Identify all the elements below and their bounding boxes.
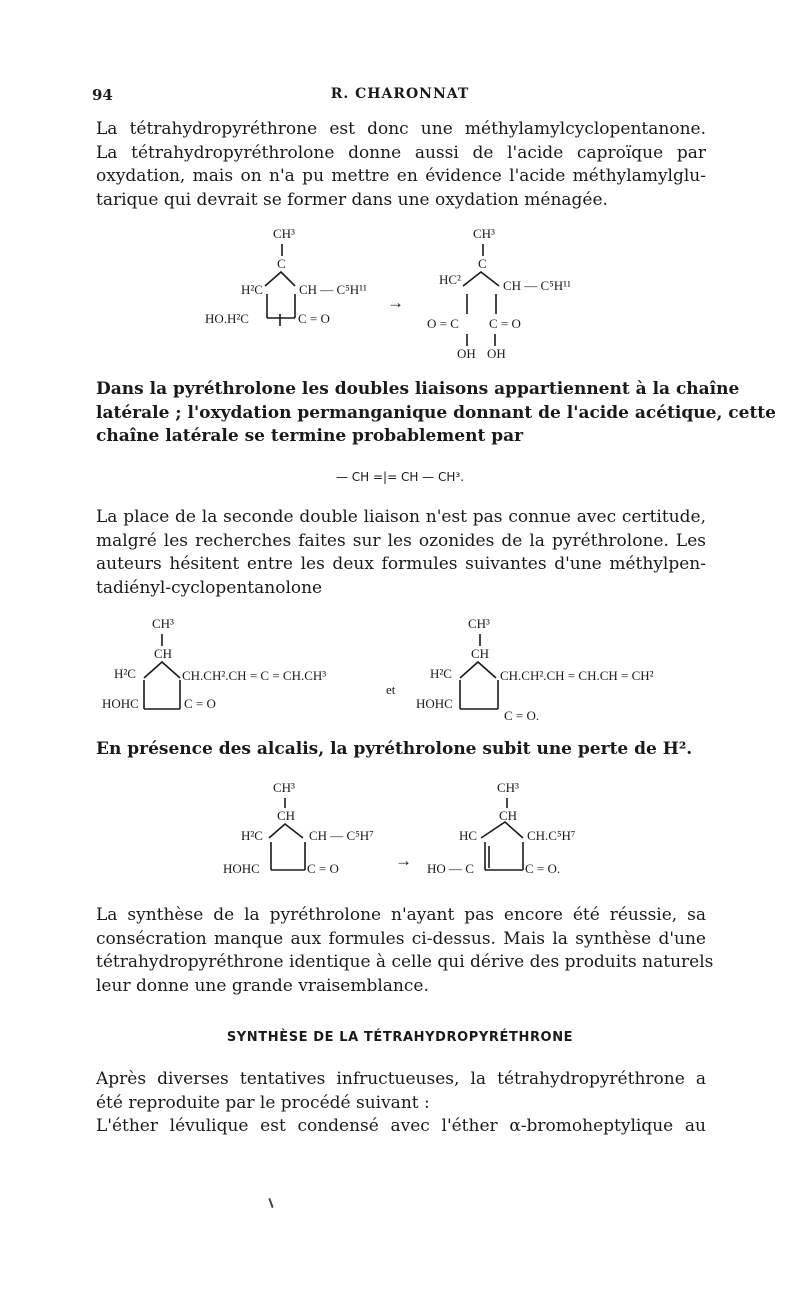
formula-left xyxy=(205,226,367,326)
carbon-label: CH xyxy=(471,646,490,661)
ketone-label: C = O xyxy=(298,311,330,326)
side-chain-label: CH — C⁵H¹¹ xyxy=(503,278,571,293)
section-title: SYNTHÈSE DE LA TÉTRAHYDROPYRÉTHRONE xyxy=(226,1030,574,1045)
side-chain-label: CH — C⁵H¹¹ xyxy=(299,282,367,297)
ring-left-label: H²C xyxy=(430,666,452,681)
text-line: malgré les recherches faites sur les ozonides de la pyréthrolone. Les xyxy=(96,530,706,551)
carbon-label: C xyxy=(478,256,487,271)
ketone-label: C = O xyxy=(184,696,216,711)
running-head: R. CHARONNAT xyxy=(330,86,470,102)
methyl-label: CH³ xyxy=(152,616,174,631)
side-chain-label: CH — C⁵H⁷ xyxy=(309,828,374,843)
bottom-left-label: HOHC xyxy=(416,696,453,711)
text-line: Après diverses tentatives infructueuses, la tétrahydropyréthrone a xyxy=(96,1069,706,1089)
text-line: tarique qui devrait se former dans une oxydation ménagée. xyxy=(96,189,608,210)
ring-left-label: H²C xyxy=(241,828,263,843)
page-number: 94 xyxy=(92,86,113,104)
text-line: La synthèse de la pyréthrolone n'ayant pas encore été réussie, sa xyxy=(96,905,706,925)
hydroxyl-label: OH xyxy=(487,346,506,361)
ketone-label: C = O. xyxy=(525,861,561,876)
carbon-label: CH xyxy=(277,808,296,823)
ring-left-label: HC xyxy=(459,828,478,843)
carboxyl-right-label: C = O xyxy=(489,316,521,331)
methyl-label: CH³ xyxy=(273,780,295,795)
text-line: auteurs hésitent entre les deux formules suivantes d'une méthylpen- xyxy=(96,554,706,574)
ketone-label: C = O. xyxy=(504,708,540,723)
paragraph-2 xyxy=(96,378,776,449)
side-chain-label: CH.CH².CH = C = CH.CH³ xyxy=(182,668,327,683)
text-line: tadiényl-cyclopentanolone xyxy=(96,577,323,598)
carboxyl-left-label: O = C xyxy=(427,316,459,331)
reaction-arrow: → xyxy=(395,851,412,870)
side-chain-label: CH.C⁵H⁷ xyxy=(527,828,576,843)
text-line: L'éther lévulique est condensé avec l'éther α-bromoheptylique au xyxy=(96,1116,706,1136)
paragraph-6 xyxy=(96,1068,706,1139)
page-header xyxy=(92,86,708,108)
candidate-formulas xyxy=(100,612,720,727)
formula-right xyxy=(427,780,575,876)
hydroxyl-label: OH xyxy=(457,346,476,361)
text-line: chaîne latérale se termine probablement par xyxy=(96,426,524,446)
formula-left xyxy=(223,780,374,876)
side-chain-label: CH.CH².CH = CH.CH = CH² xyxy=(500,668,654,683)
text-line: consécration manque aux formules ci-dessus. Mais la synthèse d'une xyxy=(96,928,706,949)
reaction-arrow: → xyxy=(387,293,404,312)
paragraph-5 xyxy=(96,904,714,998)
bottom-left-label: HO.H²C xyxy=(205,311,249,326)
text-line: oxydation, mais on n'a pu mettre en évidence l'acide méthylamylglu- xyxy=(96,166,706,186)
text-line: latérale ; l'oxydation permanganique donnant de l'acide acétique, cette xyxy=(96,402,776,423)
inline-formula: — CH =|= CH — CH³. xyxy=(335,470,465,484)
text-line: tétrahydropyréthrone identique à celle qui dérive des produits naturels xyxy=(96,952,714,972)
ring-left-label: HC² xyxy=(439,272,461,287)
alkali-reaction-formula xyxy=(215,778,595,890)
paragraph-3 xyxy=(96,506,706,600)
formula-left xyxy=(102,616,326,711)
bottom-left-label: HOHC xyxy=(102,696,139,711)
carbon-label: CH xyxy=(499,808,518,823)
text-line: La place de la seconde double liaison n'est pas connue avec certitude, xyxy=(96,507,706,527)
paragraph-4 xyxy=(96,738,706,762)
text-line: été reproduite par le procédé suivant : xyxy=(96,1092,430,1113)
ring-left-label: H²C xyxy=(114,666,136,681)
ketone-label: C = O xyxy=(307,861,339,876)
formula-right xyxy=(427,226,571,361)
formula-right xyxy=(416,616,654,723)
scan-mark xyxy=(268,1198,273,1208)
text-line: La tétrahydropyréthrone est donc une méthylamylcyclopentanone. xyxy=(96,119,706,139)
methyl-label: CH³ xyxy=(273,226,295,241)
bottom-left-label: HO — C xyxy=(427,861,474,876)
text-line: La tétrahydropyréthrolone donne aussi de l'acide caproïque par xyxy=(96,142,706,163)
methyl-label: CH³ xyxy=(473,226,495,241)
carbon-label: C xyxy=(277,256,286,271)
connector-label: et xyxy=(386,682,396,697)
paragraph-1 xyxy=(96,118,706,212)
text-line: Dans la pyréthrolone les doubles liaisons appartiennent à la chaîne xyxy=(96,379,740,399)
ring-left-label: H²C xyxy=(241,282,263,297)
text-line: En présence des alcalis, la pyréthrolone subit une perte de H². xyxy=(96,739,693,759)
methyl-label: CH³ xyxy=(468,616,490,631)
bottom-left-label: HOHC xyxy=(223,861,260,876)
methyl-label: CH³ xyxy=(497,780,519,795)
text-line: leur donne une grande vraisemblance. xyxy=(96,975,429,996)
oxidation-formula xyxy=(195,222,615,367)
carbon-label: CH xyxy=(154,646,173,661)
